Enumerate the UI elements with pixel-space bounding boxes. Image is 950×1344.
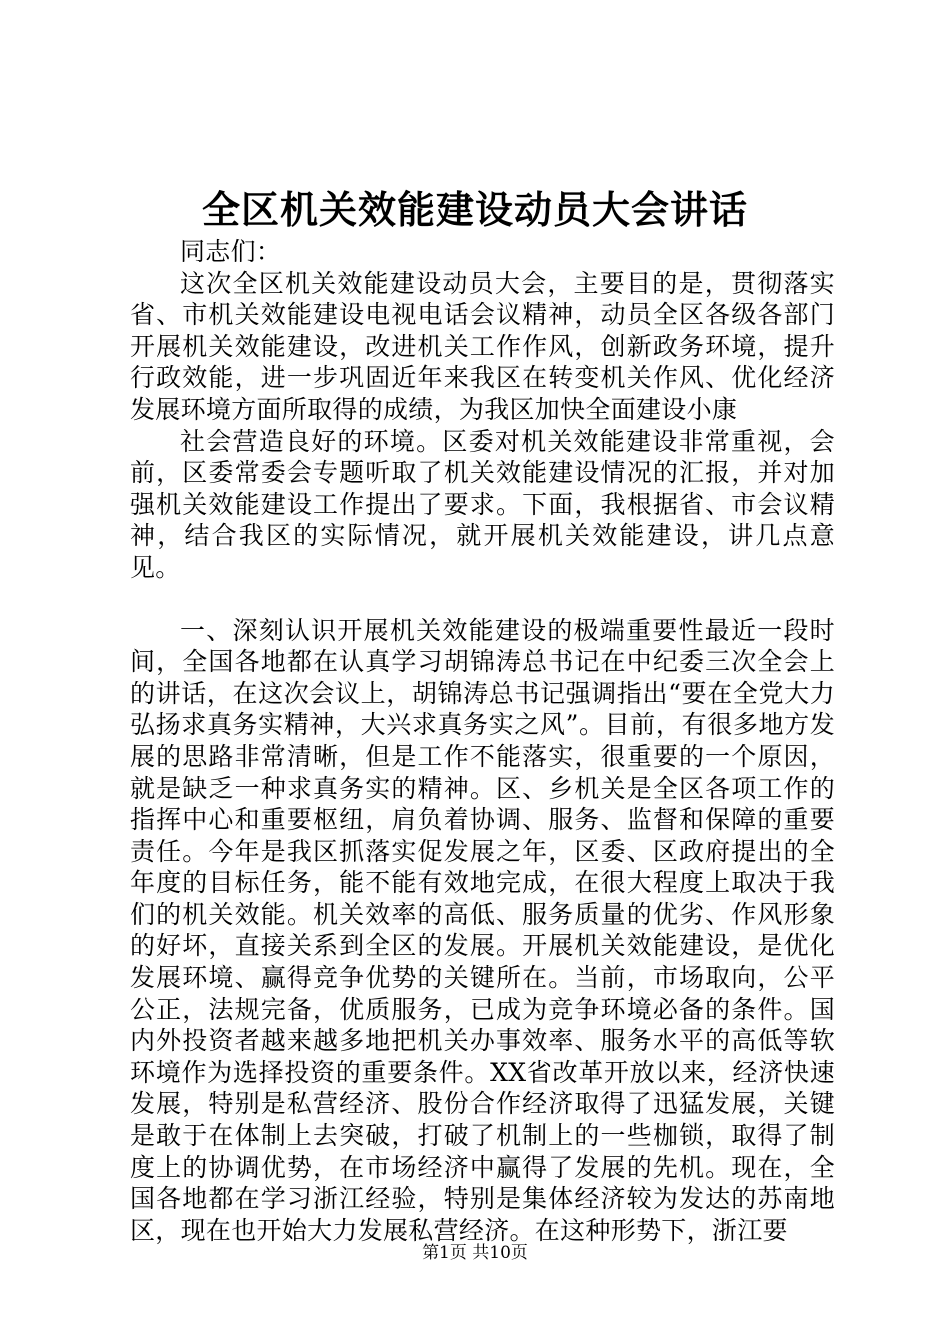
body-paragraph: 这次全区机关效能建设动员大会，主要目的是，贯彻落实省、市机关效能建设电视电话会议精神，动员全区各级各部门开展机关效能建设，改进机关工作作风，创新政务环境，提升行政效能，进一步巩固近年来我区在转变机关作风、优化经济发展环境方面所取得的成绩，为我区加快全面建设小康: [130, 268, 835, 424]
section-one-paragraph: 一、深刻认识开展机关效能建设的极端重要性最近一段时间，全国各地都在认真学习胡锦涛总书记在中纪委三次全会上的讲话，在这次会议上，胡锦涛总书记强调指出“要在全党大力弘扬求真务实精神，大兴求真务实之风”。目前，有很多地方发展的思路非常清晰，但是工作不能落实，很重要的一个原因，就是缺乏一种求真务实的精神。区、乡机关是全区各项工作的指挥中心和重要枢纽，肩负着协调、服务、监督和保障的重要责任。今年是我区抓落实促发展之年，区委、区政府提出的全年度的目标任务，能不能有效地完成，在很大程度上取决于我们的机关效能。机关效率的高低、服务质量的优劣、作风形象的好坏，直接关系到全区的发展。开展机关效能建设，是优化发展环境、赢得竞争优势的关键所在。当前，市场取向，公平公正，法规完备，优质服务，已成为竞争环境必备的条件。国内外投资者越来越多地把机关办事效率、服务水平的高低等软环境作为选择投资的重要条件。XX省改革开放以来，经济快速发展，特别是私营经济、股份合作经济取得了迅猛发展，关键是敢于在体制上去突破，打破了机制上的一些枷锁，取得了制度上的协调优势，在市场经济中赢得了发展的先机。现在，全国各地都在学习浙江经验，特别是集体经济较为发达的苏南地区，现在也开始大力发展私营经济。在这种形势下，浙江要: [130, 615, 835, 1245]
document-body: [130, 236, 835, 1246]
page-number-footer: 第1页 共10页: [422, 1243, 528, 1263]
document-title: 全区机关效能建设动员大会讲话: [201, 187, 748, 232]
salutation-paragraph: 同志们：: [180, 237, 282, 266]
body-paragraph: 社会营造良好的环境。区委对机关效能建设非常重视，会前，区委常委会专题听取了机关效能建设情况的汇报，并对加强机关效能建设工作提出了要求。下面，我根据省、市会议精神，结合我区的实际情况，就开展机关效能建设，讲几点意见。: [130, 426, 835, 582]
